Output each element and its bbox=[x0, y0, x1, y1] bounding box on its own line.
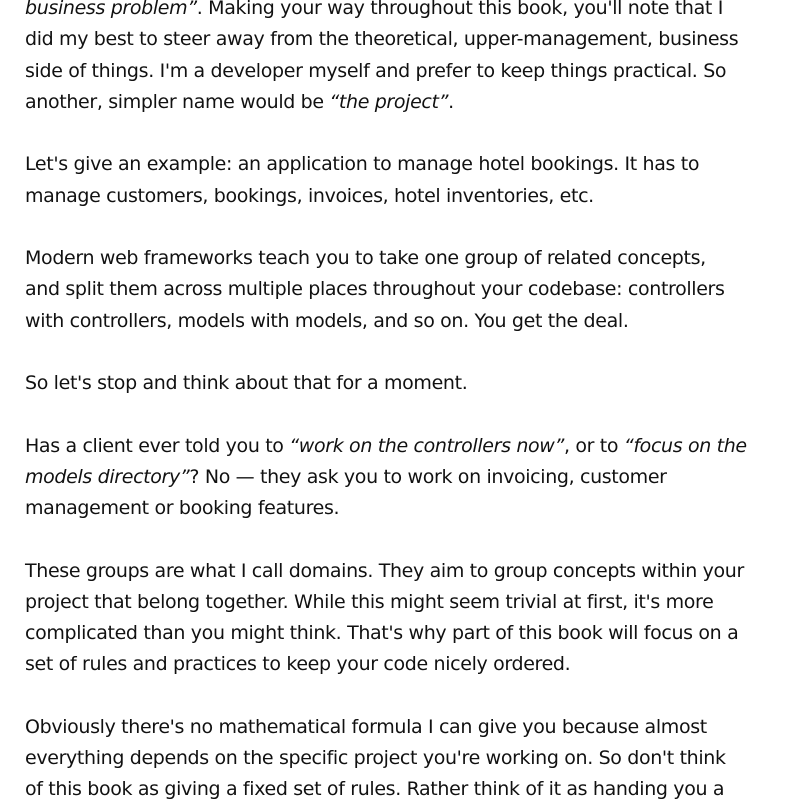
text-segment: . bbox=[448, 90, 454, 113]
text-segment: and split them across multiple places throughout your codebase: controllers bbox=[25, 278, 725, 301]
text-line bbox=[25, 462, 785, 493]
text-segment: set of rules and practices to keep your code nicely ordered. bbox=[25, 653, 571, 676]
italic-text: models directory” bbox=[25, 465, 190, 488]
body-text bbox=[25, 0, 785, 800]
paragraph bbox=[25, 712, 785, 800]
paragraph bbox=[25, 243, 785, 337]
paragraph bbox=[25, 0, 785, 118]
paragraph bbox=[25, 368, 785, 399]
text-segment: These groups are what I call domains. They aim to group concepts within your bbox=[25, 559, 744, 582]
italic-text: “focus on the bbox=[623, 434, 747, 457]
text-segment: management or booking features. bbox=[25, 497, 340, 519]
italic-text: “the project” bbox=[329, 90, 449, 113]
text-line bbox=[25, 24, 785, 55]
text-segment: . Making your way throughout this book, you'll note that I bbox=[196, 0, 723, 19]
paragraph bbox=[25, 431, 785, 525]
text-segment: did my best to steer away from the theoretical, upper-management, business bbox=[25, 28, 739, 51]
text-segment: of this book as giving a fixed set of rules. Rather think of it as handing you a bbox=[25, 778, 725, 800]
text-segment: Let's give an example: an application to manage hotel bookings. It has to bbox=[25, 153, 700, 176]
text-line bbox=[25, 774, 785, 800]
text-segment: Obviously there's no mathematical formula I can give you because almost bbox=[25, 715, 707, 738]
text-segment: project that belong together. While this might seem trivial at first, it's more bbox=[25, 590, 714, 613]
italic-text: “work on the controllers now” bbox=[289, 434, 564, 457]
text-segment: complicated than you might think. That's why part of this book will focus on a bbox=[25, 622, 739, 644]
paragraph bbox=[25, 556, 785, 681]
text-line bbox=[25, 587, 785, 618]
text-line bbox=[25, 556, 785, 587]
text-line bbox=[25, 712, 785, 743]
text-segment: Has a client ever told you to bbox=[25, 434, 290, 457]
text-line bbox=[25, 0, 785, 24]
text-line bbox=[25, 87, 785, 118]
text-line bbox=[25, 149, 785, 180]
text-line bbox=[25, 56, 785, 87]
text-line bbox=[25, 368, 785, 399]
text-segment: with controllers, models with models, and so on. You get the deal. bbox=[25, 309, 629, 332]
text-line bbox=[25, 431, 785, 462]
text-segment: side of things. I'm a developer myself and prefer to keep things practical. So bbox=[25, 59, 727, 82]
text-segment: everything depends on the specific project you're working on. So don't think bbox=[25, 747, 726, 769]
text-segment: So let's stop and think about that for a moment. bbox=[25, 372, 468, 394]
text-line bbox=[25, 306, 785, 337]
text-line bbox=[25, 243, 785, 274]
text-line bbox=[25, 743, 785, 774]
text-line bbox=[25, 181, 785, 212]
italic-text: business problem” bbox=[25, 0, 197, 19]
text-segment: manage customers, bookings, invoices, hotel inventories, etc. bbox=[25, 184, 594, 207]
text-line bbox=[25, 274, 785, 305]
paragraph bbox=[25, 149, 785, 212]
text-segment: ? No — they ask you to work on invoicing, customer bbox=[189, 465, 667, 488]
text-line bbox=[25, 618, 785, 649]
text-segment: , or to bbox=[563, 434, 624, 457]
text-segment: another, simpler name would be bbox=[25, 90, 330, 113]
text-segment: Modern web frameworks teach you to take one group of related concepts, bbox=[25, 247, 706, 269]
text-line bbox=[25, 493, 785, 524]
text-line bbox=[25, 649, 785, 680]
